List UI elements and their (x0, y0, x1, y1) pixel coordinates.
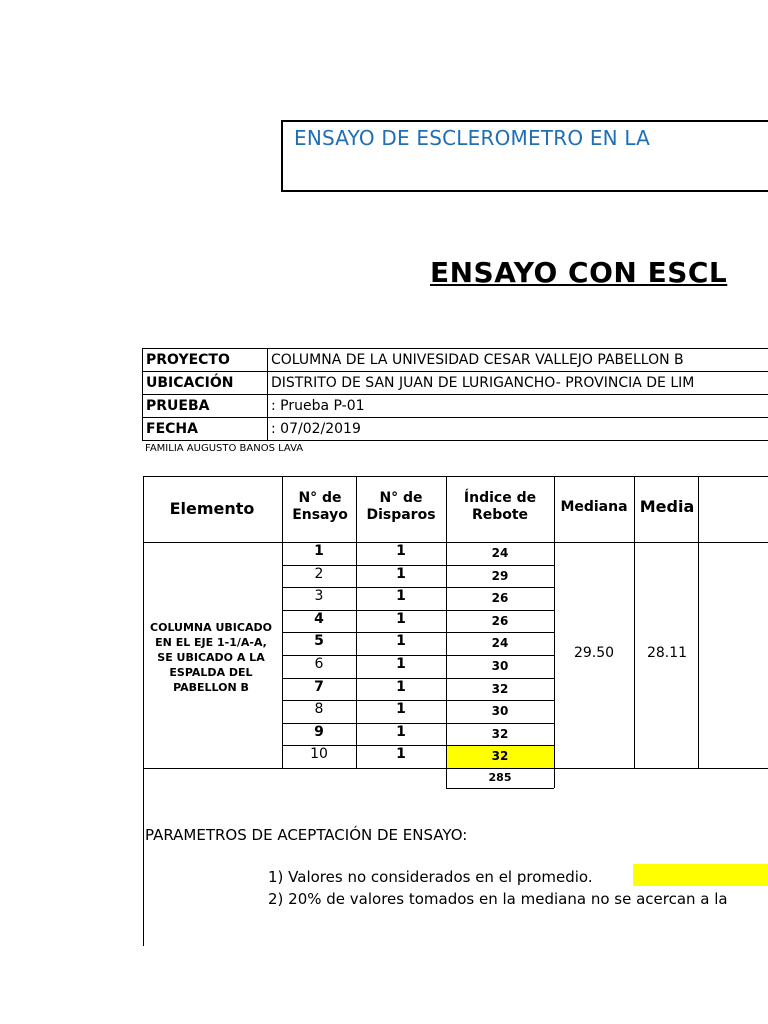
table-bottom-border (143, 768, 768, 769)
info-row-proyecto (143, 349, 768, 372)
header-ensayo: N° de Ensayo (292, 490, 348, 523)
document-subtitle: ENSAYO CON ESCL (430, 256, 728, 289)
info-label: PROYECTO (143, 349, 268, 372)
familia-note: FAMILIA AUGUSTO BANOS LAVA (145, 443, 304, 454)
cell-ensayo: 8 (314, 701, 324, 718)
column-divider (698, 476, 699, 768)
header-rebote: Índice de Rebote (463, 490, 537, 523)
cell-disparos: 1 (396, 656, 406, 672)
cell-disparos: 1 (396, 746, 406, 763)
cell-rebote: 24 (491, 636, 509, 651)
cell-disparos: 1 (396, 588, 406, 605)
info-label: UBICACIÓN (143, 372, 268, 395)
header-media: Media (639, 497, 695, 516)
column-divider (634, 476, 635, 768)
header-disparos: N° de Disparos (366, 490, 436, 523)
cell-rebote: 30 (491, 659, 509, 673)
info-label: PRUEBA (143, 395, 268, 418)
cell-rebote: 32 (491, 726, 509, 741)
header-mediana: Mediana (560, 499, 628, 515)
info-row-prueba (143, 395, 768, 418)
header-bottom-border (143, 542, 768, 543)
cell-ensayo: 2 (314, 565, 324, 582)
cell-ensayo: 7 (314, 678, 324, 695)
cell-rebote: 32 (491, 749, 509, 764)
cell-rebote: 30 (491, 704, 509, 719)
cell-disparos: 1 (396, 565, 406, 582)
cell-rebote: 24 (491, 546, 509, 560)
column-divider (554, 476, 555, 768)
cell-rebote: 32 (491, 681, 509, 696)
info-value: : 07/02/2019 (268, 418, 768, 441)
cell-rebote: 26 (491, 591, 509, 606)
parametro-item-1: 1) Valores no considerados en el promedio. (268, 868, 593, 886)
cell-rebote: 26 (491, 613, 509, 628)
cell-disparos: 1 (396, 701, 406, 718)
cell-disparos: 1 (396, 723, 406, 740)
cell-disparos: 1 (396, 678, 406, 695)
info-value: COLUMNA DE LA UNIVESIDAD CESAR VALLEJO PABELLON B (268, 349, 768, 372)
cell-ensayo: 5 (314, 633, 324, 650)
highlight-legend (633, 864, 768, 886)
media-value: 28.11 (646, 645, 688, 661)
info-table (142, 348, 768, 441)
cell-ensayo: 4 (314, 610, 324, 627)
cell-ensayo: 10 (310, 746, 328, 763)
info-value: : Prueba P-01 (268, 395, 768, 418)
cell-ensayo: 1 (314, 543, 324, 559)
table-top-border (143, 476, 768, 477)
info-row-fecha (143, 418, 768, 441)
info-row-ubicacion (143, 372, 768, 395)
info-label: FECHA (143, 418, 268, 441)
cell-rebote: 29 (491, 568, 509, 583)
cell-ensayo: 3 (314, 588, 324, 605)
table-left-border (143, 476, 144, 946)
cell-disparos: 1 (396, 610, 406, 627)
parametro-item-2: 2) 20% de valores tomados en la mediana no se acercan a la (268, 890, 728, 908)
cell-ensayo: 9 (314, 723, 324, 740)
cell-disparos: 1 (396, 633, 406, 650)
total-cell-border (446, 788, 554, 789)
parametros-title: PARAMETROS DE ACEPTACIÓN DE ENSAYO: (145, 826, 468, 844)
element-description: COLUMNA UBICADO EN EL EJE 1-1/A-A, SE UBICADO A LA ESPALDA DEL PABELLON B (150, 621, 272, 694)
rebote-total: 285 (488, 771, 512, 784)
info-value: DISTRITO DE SAN JUAN DE LURIGANCHO- PROVINCIA DE LIM (268, 372, 768, 395)
header-elemento: Elemento (169, 499, 255, 518)
mediana-value: 29.50 (573, 645, 615, 661)
document-title: ENSAYO DE ESCLEROMETRO EN LA (294, 126, 651, 150)
cell-disparos: 1 (396, 543, 406, 559)
cell-ensayo: 6 (314, 656, 324, 672)
total-cell-border (554, 768, 555, 788)
